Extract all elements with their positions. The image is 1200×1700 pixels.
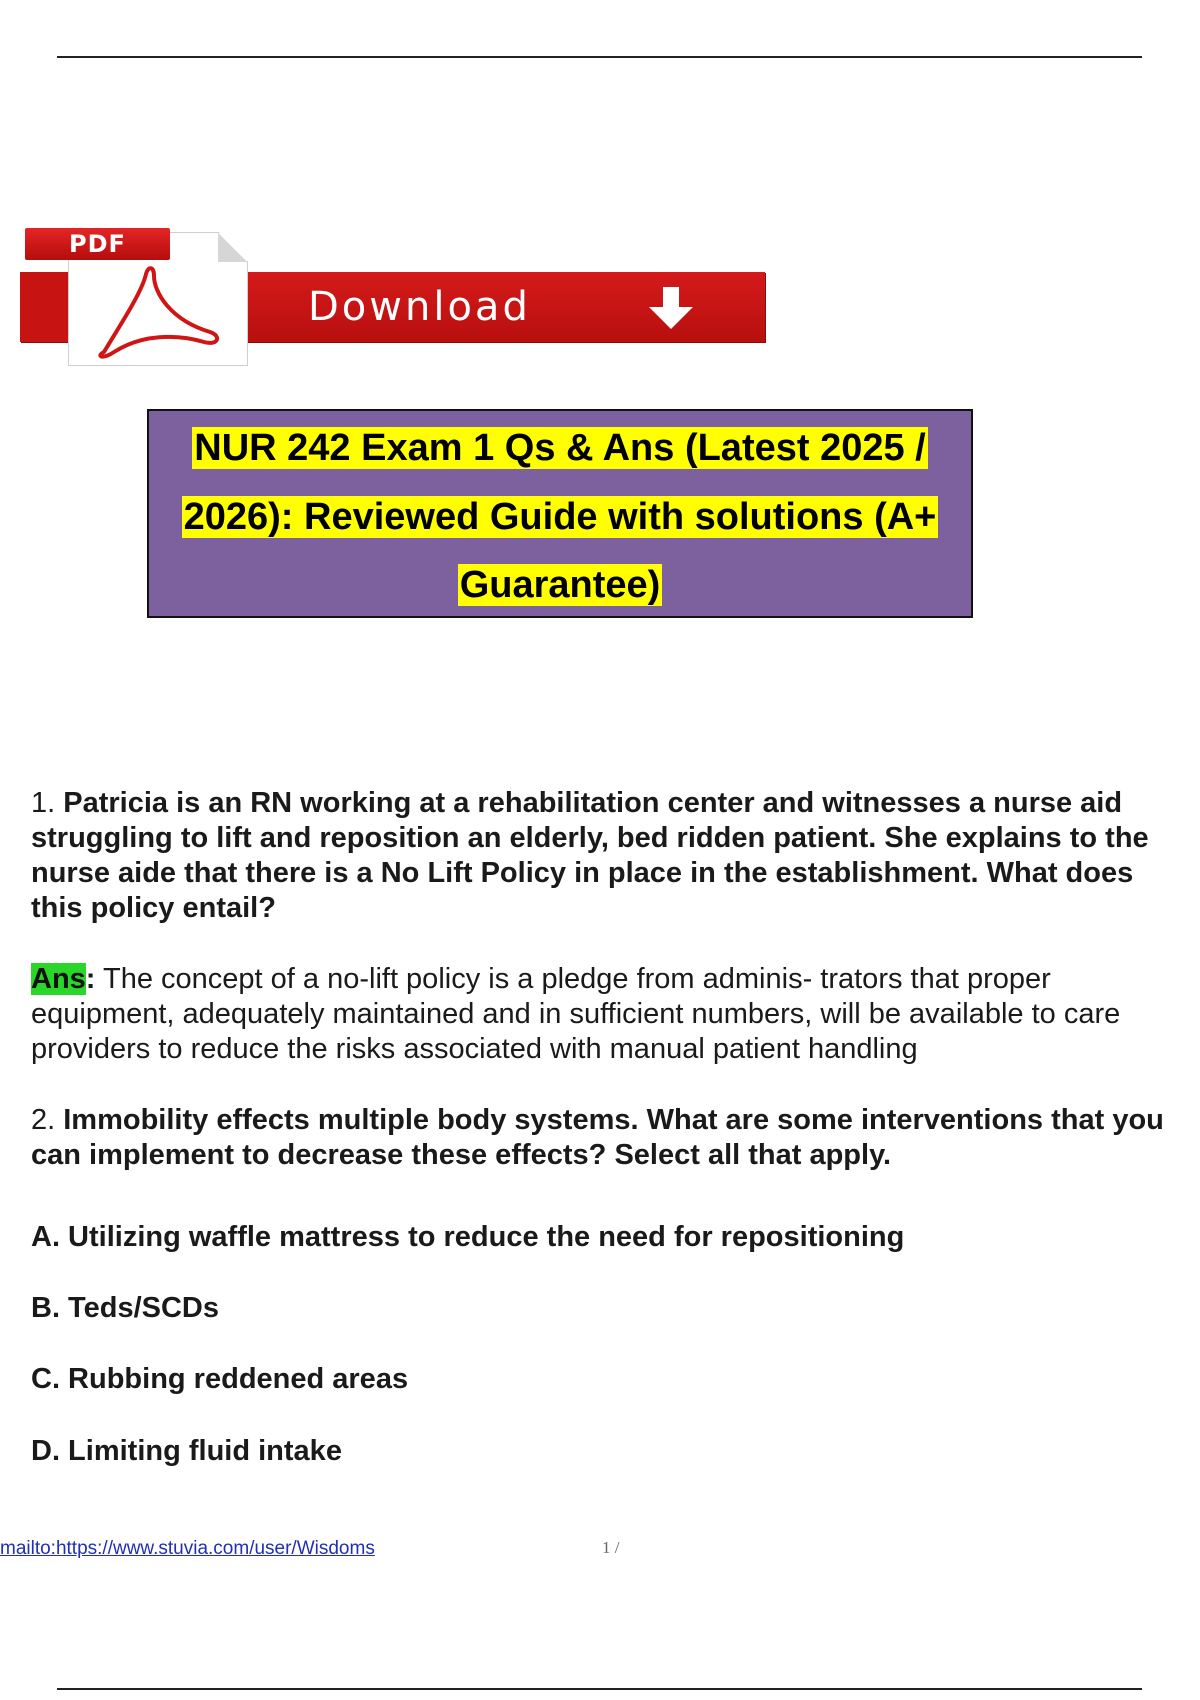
answer-1 [31, 962, 1191, 1067]
question-1 [31, 786, 1191, 926]
question-2 [31, 1103, 1191, 1173]
option-b: B. Teds/SCDs [31, 1292, 220, 1324]
answer-label: Ans [31, 963, 86, 995]
question-number: 1. [31, 787, 56, 819]
title-line-2: 2026): Reviewed Guide with solutions (A+ [183, 496, 937, 538]
acrobat-logo-icon [82, 262, 232, 362]
download-label: Download [308, 284, 531, 330]
question-number: 2. [31, 1104, 56, 1136]
question-text: Patricia is an RN working at a rehabilitation center and witnesses a nurse aid struggling to lift and reposition an elderly, bed ridden patient. She explains to the nurse aide that there is a No Lift Policy in place in the establishment. What does this policy entail? [31, 787, 1149, 924]
document-content [31, 786, 1191, 1467]
option-d: D. Limiting fluid intake [31, 1435, 342, 1467]
question-text: Immobility effects multiple body systems. What are some interventions that you can implement to decrease these effects? Select all that apply. [31, 1104, 1164, 1171]
pdf-label: PDF [25, 228, 170, 260]
bottom-rule [57, 1688, 1142, 1690]
answer-colon: : [85, 963, 96, 995]
title-line-3: Guarantee) [459, 564, 661, 606]
download-arrow-icon [645, 285, 697, 331]
footer-mailto-link[interactable]: mailto:https://www.stuvia.com/user/Wisdoms [0, 1538, 375, 1559]
title-line-1: NUR 242 Exam 1 Qs & Ans (Latest 2025 / [194, 427, 926, 469]
option-a: A. Utilizing waffle mattress to reduce the need for repositioning [31, 1221, 905, 1253]
option-c: C. Rubbing reddened areas [31, 1363, 409, 1395]
top-rule [57, 56, 1142, 58]
answer-text: The concept of a no-lift policy is a pledge from adminis- trators that proper equipment, adequately maintained and in sufficient numbers, will be available to care providers to reduce the risks associated with manual patient handling [31, 963, 1121, 1065]
pdf-download-banner[interactable] [20, 222, 765, 357]
page-fold-icon [218, 233, 247, 262]
document-title-box [147, 409, 973, 618]
page-number: 1 / [602, 1538, 620, 1557]
